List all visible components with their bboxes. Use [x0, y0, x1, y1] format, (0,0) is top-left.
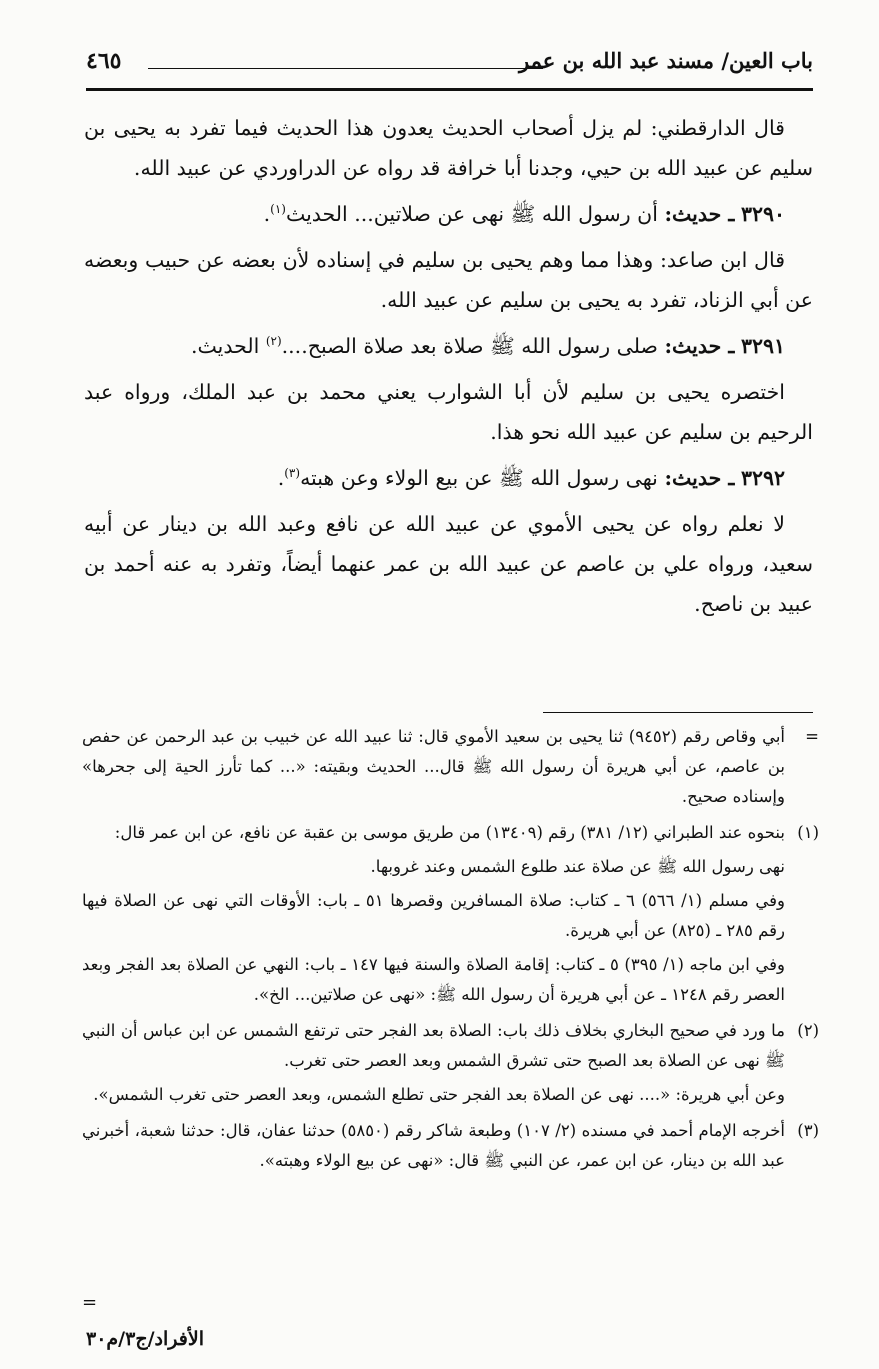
footnote-continuation: [82, 722, 819, 812]
footnote-text: بنحوه عند الطبراني (١٢/ ٣٨١) رقم (١٣٤٠٩) من طريق موسى بن عقبة عن نافع، عن ابن عمر قال:: [114, 823, 785, 842]
footnote-text: ما ورد في صحيح البخاري بخلاف ذلك باب: الصلاة بعد الفجر حتى ترتفع الشمس عن ابن عباس أن النبي ﷺ نهى عن الصلاة بعد الصبح حتى تشرق الشمس وبعد العصر حتى تغرب.: [82, 1021, 785, 1070]
hadith-number: ٣٢٩١: [740, 334, 785, 358]
footnote-1: [82, 818, 819, 1010]
footnote-text: أخرجه الإمام أحمد في مسنده (٢/ ١٠٧) وطبعة شاكر رقم (٥٨٥٠) حدثنا عفان، قال: حدثنا شعبة، أخبرني عبد الله بن دينار، عن ابن عمر، عن النبي ﷺ قال: «نهى عن بيع الولاء وهبته».: [82, 1121, 785, 1170]
hadith-3291: [84, 326, 813, 366]
paragraph-ikhtasarahu: اختصره يحيى بن سليم لأن أبا الشوارب يعني محمد بن عبد الملك، ورواه عبد الرحيم بن سليم عن عبيد الله نحو هذا.: [84, 380, 813, 444]
hadith-label: ـ حديث:: [664, 466, 735, 490]
page-header: [86, 38, 813, 91]
footnote-ref: (٢): [265, 334, 282, 349]
footnote-text: نهى رسول الله ﷺ عن صلاة عند طلوع الشمس وعند غروبها.: [370, 857, 785, 876]
footnote-marker: =: [805, 727, 819, 746]
header-rule: [148, 68, 543, 69]
hadith-text: نهى رسول الله ﷺ عن بيع الولاء وعن هبته: [300, 466, 658, 490]
footnote-text: وفي مسلم (١/ ٥٦٦) ٦ ـ كتاب: صلاة المسافرين وقصرها ٥١ ـ باب: الأوقات التي نهى عن الصلاة فيها رقم ٢٨٥ ـ (٨٢٥) عن أبي هريرة.: [82, 891, 785, 940]
hadith-end: .: [263, 202, 271, 226]
paragraph-daraqutni: قال الدارقطني: لم يزل أصحاب الحديث يعدون هذا الحديث فيما تفرد به يحيى بن سليم عن عبيد الله بن حيي، وجدنا أبا خرافة قد رواه عن الدراوردي عن عبيد الله.: [84, 116, 813, 180]
footnote-text: وعن أبي هريرة: «.... نهى عن الصلاة بعد الفجر حتى تطلع الشمس، وبعد العصر حتى تغرب الشمس».: [93, 1085, 785, 1104]
page-number: ٤٦٥: [86, 48, 122, 74]
hadith-label: ـ حديث:: [664, 202, 735, 226]
running-title: باب العين/ مسند عبد الله بن عمر: [519, 48, 813, 73]
footnote-marker: (١): [797, 823, 819, 842]
hadith-3290: [84, 194, 813, 234]
footnote-marker: (٢): [797, 1021, 819, 1040]
footnote-ref: (١): [270, 202, 286, 217]
hadith-3292: [84, 458, 813, 498]
footnote-ref: (٣): [284, 466, 301, 481]
continuation-mark: =: [82, 1292, 98, 1313]
hadith-text: أن رسول الله ﷺ نهى عن صلاتين... الحديث: [285, 202, 658, 226]
printer-signature: الأفراد/ج٣/م٣٠: [86, 1328, 204, 1350]
hadith-end: الحديث.: [190, 334, 260, 358]
footnotes: [82, 722, 819, 1182]
main-text: [84, 108, 813, 630]
hadith-end: .: [277, 466, 285, 490]
footnote-marker: (٣): [797, 1121, 819, 1140]
footnote-3: [82, 1116, 819, 1176]
footnote-2: [82, 1016, 819, 1110]
hadith-label: ـ حديث:: [664, 334, 735, 358]
hadith-number: ٣٢٩٢: [740, 466, 785, 490]
hadith-text: صلى رسول الله ﷺ صلاة بعد صلاة الصبح....: [281, 334, 658, 358]
paragraph-ibn-saed: قال ابن صاعد: وهذا مما وهم يحيى بن سليم في إسناده لأن بعضه عن حبيب وبعضه عن أبي الزناد، تفرد به يحيى بن سليم عن عبيد الله.: [84, 248, 813, 312]
footnote-text: وفي ابن ماجه (١/ ٣٩٥) ٥ ـ كتاب: إقامة الصلاة والسنة فيها ١٤٧ ـ باب: النهي عن الصلاة بعد الفجر وبعد العصر رقم ١٢٤٨ ـ عن أبي هريرة أن رسول الله ﷺ: «نهى عن صلاتين... الخ».: [82, 955, 785, 1004]
hadith-number: ٣٢٩٠: [740, 202, 785, 226]
paragraph-la-naalam: لا نعلم رواه عن يحيى الأموي عن عبيد الله عن نافع وعبد الله بن دينار عن أبيه سعيد، ورواه علي بن عاصم عن عبيد الله بن عمر عنهما أيضاً، وتفرد به عنه أحمد بن عبيد بن ناصح.: [84, 512, 813, 616]
footnote-separator: [543, 712, 813, 713]
footnote-text: أبي وقاص رقم (٩٤٥٢) ثنا يحيى بن سعيد الأموي قال: ثنا عبيد الله عن خبيب بن عبد الرحمن عن حفص بن عاصم، عن أبي هريرة أن رسول الله ﷺ قال... الحديث وبقيته: «... كما تأرز الحية إلى جحرها» وإسناده صحيح.: [82, 727, 785, 806]
